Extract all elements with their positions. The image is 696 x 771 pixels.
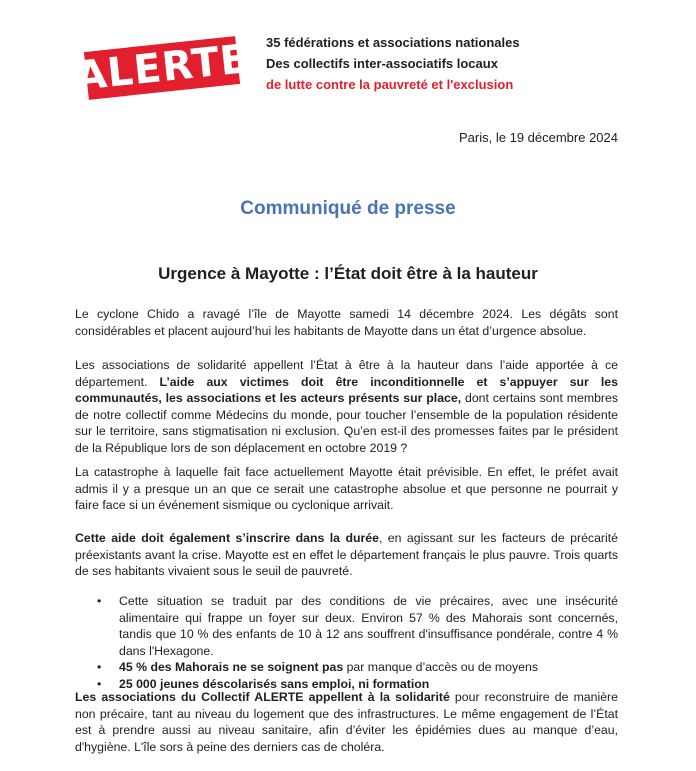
header-line-2: Des collectifs inter-associatifs locaux: [266, 56, 498, 71]
organization-header: [266, 32, 520, 95]
bullet-3-bold: 25 000 jeunes déscolarisés sans emploi, ni formation: [119, 676, 430, 691]
paragraph-5-bold: Les associations du Collectif ALERTE appellent à la solidarité: [75, 690, 450, 704]
paragraph-4-bold: Cette aide doit également s’inscrire dans la durée: [75, 531, 379, 545]
paragraph-1-text: Le cyclone Chido a ravagé l’île de Mayotte samedi 14 décembre 2024. Les dégâts sont considérables et placent aujourd’hui les habitants de Mayotte dans un état d’urgence absolue.: [75, 307, 618, 338]
paragraph-5: [75, 689, 618, 755]
page-title: Urgence à Mayotte : l’État doit être à la hauteur: [158, 264, 538, 283]
bullet-2-rest: par manque d’accès ou de moyens: [343, 660, 538, 674]
paragraph-2: [75, 357, 618, 456]
bullet-icon: •: [97, 594, 102, 608]
paragraph-3-text: La catastrophe à laquelle fait face actuellement Mayotte était prévisible. En effet, le préfet avait admis il y a presque un an que ce serait une catastrophe absolue et que personne ne pourrait y faire face si un événement sismique ou cyclonique arrivait.: [75, 465, 618, 512]
paragraph-2-part-a: Les associations de solidarité appellent l’État à être à la hauteur dans l’aide apportée à ce département.: [75, 358, 618, 389]
paragraph-2-text: [75, 357, 618, 456]
list-item: [75, 659, 618, 676]
paragraph-2-part-c: dont certains sont membres de notre collectif comme Médecins du monde, pour toucher l’ensemble de la population résidente sur le territoire, sans stigmatisation ni exclusion. Qu’en est-il des promesses faites par le président de la République lors de son déplacement en octobre 2019 ?: [75, 391, 618, 455]
bullet-icon: •: [97, 660, 102, 674]
alerte-logo: [73, 36, 251, 100]
bullet-1-text: Cette situation se traduit par des conditions de vie précaires, avec une insécurité alimentaire qui frappe un foyer sur deux. Environ 57 % des Mahorais sont concernés, tandis que 10 % des enfants de 10 à 12 ans souffrent d'insuffisance pondérale, contre 4 % dans l'Hexagone.: [119, 594, 618, 658]
paragraph-1: [75, 306, 618, 339]
logo-text: ALERTE: [73, 36, 251, 100]
bullet-2-bold: 45 % des Mahorais ne se soignent pas: [119, 660, 344, 674]
paragraph-4-text: [75, 530, 618, 580]
paragraph-2-bold: L’aide aux victimes doit être inconditionnelle et s’appuyer sur les communautés, les associations et les acteurs présents sur place,: [75, 374, 618, 405]
bullet-icon: •: [97, 676, 102, 691]
document-type-heading: Communiqué de presse: [240, 198, 456, 219]
paragraph-5-rest: pour reconstruire de manière non précaire, tant au niveau du logement que des infrastructures. Le même engagement de l’État est à prendre aussi au niveau sanitaire, afin d’éviter les épidémies dues au manque d’eau, d'hygiène. L'île sors à peine des derniers cas de choléra.: [75, 690, 618, 754]
document-date: Paris, le 19 décembre 2024: [459, 130, 618, 145]
paragraph-5-text: [75, 689, 618, 755]
list-item: [75, 593, 618, 659]
paragraph-4-rest: , en agissant sur les facteurs de précarité préexistants avant la crise. Mayotte est en effet le département français le plus pauvre. Trois quarts de ses habitants vivaient sous le seuil de pauvreté.: [75, 531, 618, 578]
paragraph-4: [75, 530, 618, 580]
paragraph-3: [75, 464, 618, 514]
header-line-1: 35 fédérations et associations nationales: [266, 35, 520, 50]
bullet-list: [75, 593, 618, 692]
header-line-3: de lutte contre la pauvreté et l'exclusion: [266, 77, 514, 92]
